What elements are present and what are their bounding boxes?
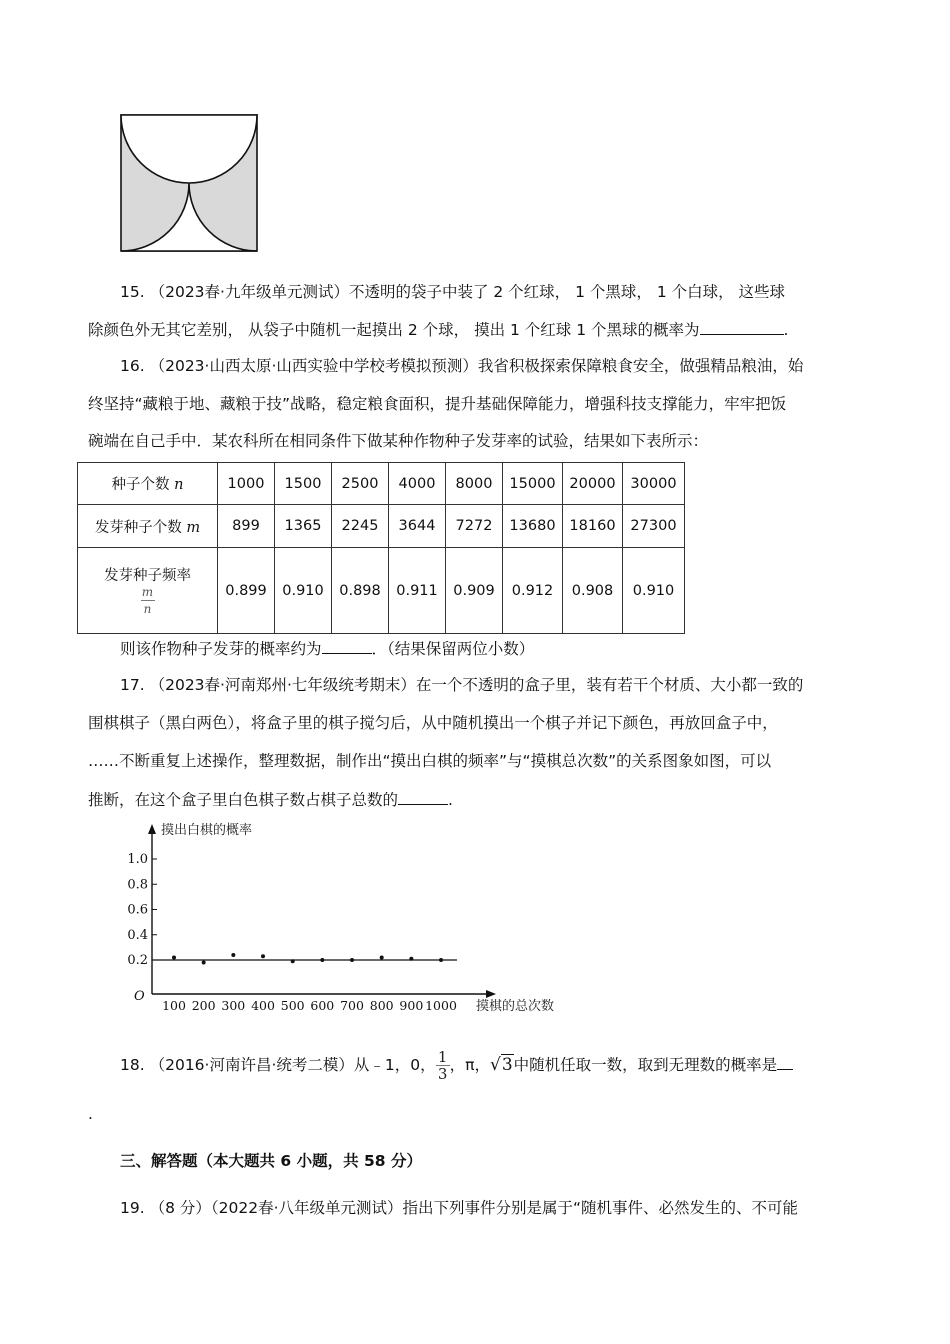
section-heading: 三、解答题（本大题共 6 小题，共 58 分） <box>120 1152 422 1170</box>
q19-number: 19. <box>120 1199 145 1217</box>
x-tick-label: 600 <box>310 998 335 1013</box>
q16-line1 <box>120 355 803 377</box>
q15-source: （2023春·九年级单元测试） <box>149 283 349 301</box>
x-tick-label: 400 <box>251 998 275 1013</box>
q16-after <box>120 637 534 660</box>
q17-period: . <box>448 791 453 809</box>
q15-answer-blank[interactable] <box>700 318 784 335</box>
x-tick-label: 200 <box>191 998 216 1013</box>
cell: 2245 <box>332 505 389 548</box>
cell: 30000 <box>623 463 685 505</box>
q18-number: 18. <box>120 1056 145 1074</box>
q16-line3: 碗端在自己手中．某农科所在相同条件下做某种作物种子发芽率的试验，结果如下表所示： <box>88 432 709 450</box>
q16-text-1: 我省积极探索保障粮食安全，做强精品粮油，始 <box>477 357 804 375</box>
q17-text-4: 推断，在这个盒子里白色棋子数占棋子总数的 <box>88 791 399 809</box>
table-row-frequency <box>78 548 685 634</box>
cell: 0.909 <box>446 548 503 634</box>
data-point <box>202 961 206 965</box>
m-over-n-fraction: $\frac{m}{n}$ <box>141 585 154 616</box>
q15-period: . <box>783 321 789 339</box>
x-tick-label: 700 <box>340 998 364 1013</box>
q15-line2 <box>88 318 788 341</box>
q17-line4 <box>88 788 453 811</box>
data-point <box>231 953 235 957</box>
x-tick-label: 800 <box>369 998 394 1013</box>
q17-line3: ……不断重复上述操作，整理数据，制作出“摸出白棋的频率”与“摸棋总次数”的关系图象如图，可以 <box>88 752 772 770</box>
x-tick-label: 300 <box>221 998 246 1013</box>
data-point <box>380 955 384 959</box>
y-tick-label: 0.4 <box>127 927 148 943</box>
q15-text-2: 除颜色外无其它差别， 从袋子中随机一起摸出 2 个球， 摸出 1 个红球 1 个黑球的概率为 <box>88 321 700 339</box>
y-tick-label: 0.2 <box>127 953 148 968</box>
q18-answer-blank[interactable] <box>777 1053 793 1070</box>
q15-text-1: 不透明的袋子中装了 2 个红球， 1 个黑球， 1 个白球， 这些球 <box>348 283 786 301</box>
q16-line2: 终坚持“藏粮于地、藏粮于技”战略，稳定粮食面积，提升基础保障能力，增强科技支撑能力，牢牢把饭 <box>88 395 787 413</box>
y-tick-label: 1.0 <box>127 852 148 867</box>
x-axis-label: 摸棋的总次数 <box>476 999 555 1014</box>
q18-period: . <box>88 1105 93 1123</box>
cell: 1500 <box>275 463 332 505</box>
cell: 8000 <box>446 463 503 505</box>
table-row-count <box>78 463 685 505</box>
data-point <box>350 958 354 962</box>
cell: 7272 <box>446 505 503 548</box>
q15-number: 15. <box>120 283 145 301</box>
q17-answer-blank[interactable] <box>398 788 448 805</box>
q18-source: （2016·河南许昌·统考二模） <box>149 1056 354 1074</box>
q17-line1 <box>120 674 803 696</box>
germination-table <box>77 462 685 634</box>
origin-label: O <box>134 989 145 1004</box>
cell: 20000 <box>563 463 623 505</box>
cell: 3644 <box>389 505 446 548</box>
x-tick-label: 900 <box>399 998 424 1013</box>
y-tick-label: 0.6 <box>127 902 148 918</box>
cell: 899 <box>218 505 275 548</box>
data-point <box>291 959 295 963</box>
q16-answer-blank[interactable] <box>322 637 372 654</box>
one-third-fraction: $\frac{1}{3}$ <box>436 1050 450 1081</box>
data-point <box>439 958 443 962</box>
cell: 1365 <box>275 505 332 548</box>
sqrt-three: √3 <box>489 1055 513 1075</box>
square-arc-figure <box>119 113 259 254</box>
cell: 1000 <box>218 463 275 505</box>
q19-source: （2022春·八年级单元测试） <box>210 1199 403 1217</box>
x-tick-label: 100 <box>162 998 186 1013</box>
data-point <box>261 954 265 958</box>
q17-line2: 围棋棋子（黑白两色），将盒子里的棋子搅匀后，从中随机摸出一个棋子并记下颜色，再放回盒子中， <box>88 714 778 732</box>
cell: 0.910 <box>623 548 685 634</box>
cell: 15000 <box>503 463 563 505</box>
x-tick-label: 1000 <box>425 998 457 1013</box>
x-tick-label: 500 <box>280 998 305 1013</box>
q18-text-a: 从﹣1，0， <box>353 1056 436 1074</box>
q17-source: （2023春·河南郑州·七年级统考期末） <box>149 676 416 694</box>
table-row-germinated <box>78 505 685 548</box>
cell: 18160 <box>563 505 623 548</box>
white-stone-frequency-chart <box>120 818 580 1018</box>
cell: 0.910 <box>275 548 332 634</box>
data-point <box>172 955 176 959</box>
cell: 0.899 <box>218 548 275 634</box>
cell: 0.908 <box>563 548 623 634</box>
q16-after-text: 则该作物种子发芽的概率约为 <box>120 640 322 658</box>
y-tick-label: 0.8 <box>127 877 148 893</box>
q17-number: 17. <box>120 676 145 694</box>
q17-text-1: 在一个不透明的盒子里，装有若干个材质、大小都一致的 <box>415 676 804 694</box>
data-point <box>409 957 413 961</box>
q16-source: （2023·山西太原·山西实验中学校考模拟预测） <box>149 357 478 375</box>
cell: 27300 <box>623 505 685 548</box>
q19-line1 <box>120 1197 798 1219</box>
q16-note: ．（结果保留两位小数） <box>371 640 535 658</box>
y-axis-label: 摸出白棋的概率 <box>161 823 253 838</box>
cell: 4000 <box>389 463 446 505</box>
q18-text-c: 中随机任取一数，取到无理数的概率是 <box>513 1056 778 1074</box>
q19-score: （8 分） <box>149 1199 211 1217</box>
cell: 0.911 <box>389 548 446 634</box>
data-point <box>320 958 324 962</box>
q19-text: 指出下列事件分别是属于“随机事件、必然发生的、不可能 <box>402 1199 799 1217</box>
row-label-germinated: 发芽种子个数 m <box>78 505 218 548</box>
q18-text-b: ，π， <box>449 1056 490 1074</box>
cell: 0.912 <box>503 548 563 634</box>
row-label-frequency: 发芽种子频率 $\frac{m}{n}$ <box>78 548 218 634</box>
cell: 0.898 <box>332 548 389 634</box>
q18-line1 <box>120 1050 793 1081</box>
x-axis-arrow <box>486 990 496 998</box>
cell: 13680 <box>503 505 563 548</box>
q16-number: 16. <box>120 357 145 375</box>
q15-line1 <box>120 281 785 303</box>
y-axis-arrow <box>148 824 156 834</box>
row-label-count: 种子个数 n <box>78 463 218 505</box>
cell: 2500 <box>332 463 389 505</box>
